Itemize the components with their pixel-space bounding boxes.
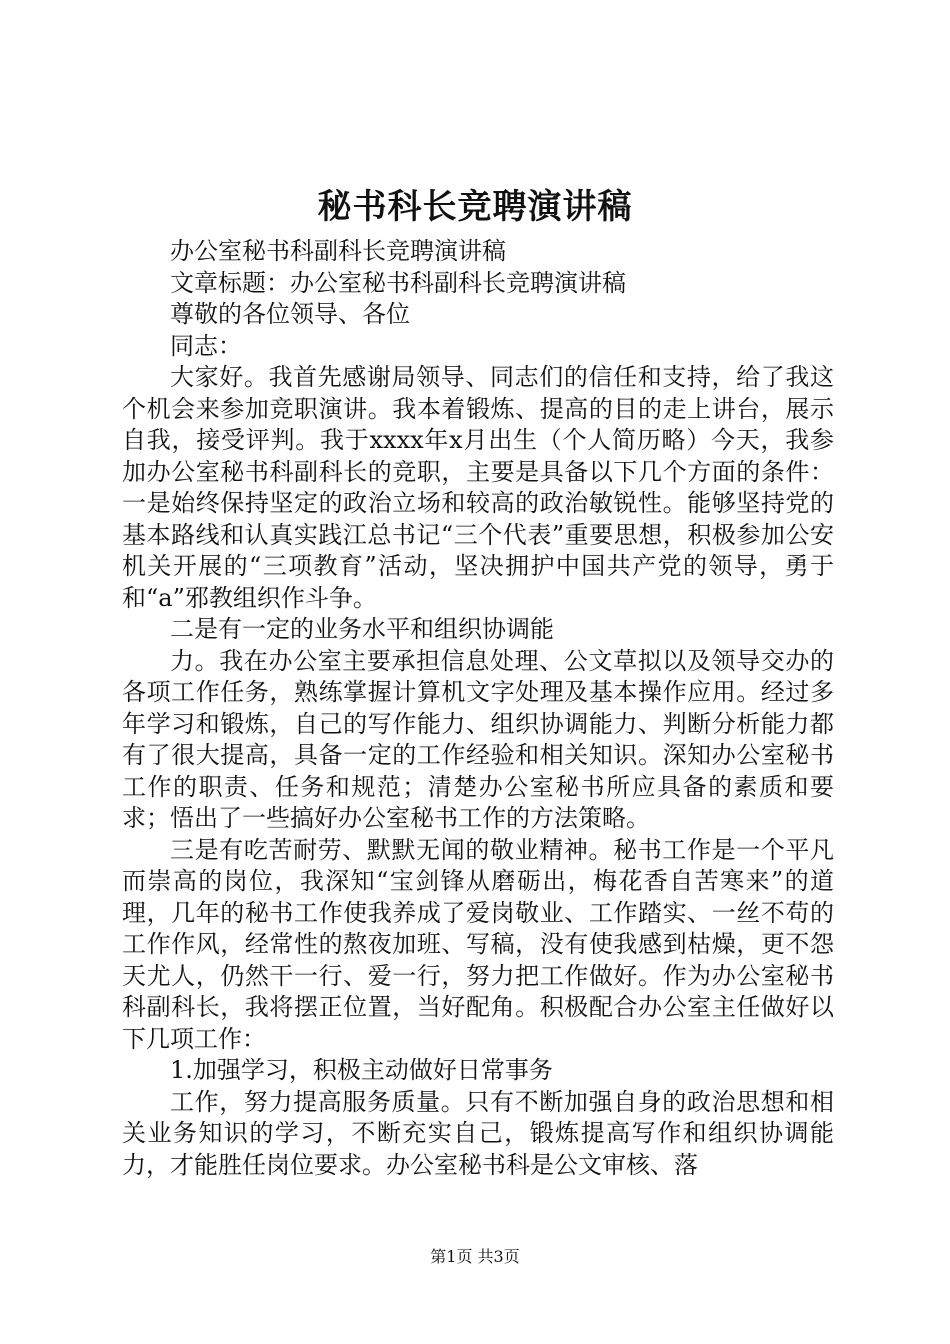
paragraph: 文章标题：办公室秘书科副科长竞聘演讲稿: [170, 268, 626, 297]
document-body: [122, 236, 834, 1181]
paragraph: 尊敬的各位领导、各位: [170, 300, 410, 328]
paragraph: 三是有吃苦耐劳、默默无闻的敬业精神。秘书工作是一个平凡而崇高的岗位，我深知“宝剑锋从磨砺出，梅花香自苦寒来”的道理，几年的秘书工作使我养成了爱岗敬业、工作踏实、一丝不苟的工作作风，经常性的熬夜加班、写稿，没有使我感到枯燥，更不怨天尤人，仍然干一行、爱一行，努力把工作做好。作为办公室秘书科副科长，我将摆正位置，当好配角。积极配合办公室主任做好以下几项工作：: [122, 835, 834, 1053]
paragraph: 工作，努力提高服务质量。只有不断加强自身的政治思想和相关业务知识的学习，不断充实自己，锻炼提高写作和组织协调能力，才能胜任岗位要求。办公室秘书科是公文审核、落: [122, 1087, 834, 1179]
paragraph: 办公室秘书科副科长竞聘演讲稿: [170, 237, 506, 265]
paragraph: 力。我在办公室主要承担信息处理、公文草拟以及领导交办的各项工作任务，熟练掌握计算机文字处理及基本操作应用。经过多年学习和锻炼，自己的写作能力、组织协调能力、判断分析能力都有了很大提高，具备一定的工作经验和相关知识。深知办公室秘书工作的职责、任务和规范；清楚办公室秘书所应具备的素质和要求；悟出了一些搞好办公室秘书工作的方法策略。: [122, 646, 834, 832]
page-footer: 第1页 共3页: [430, 1247, 520, 1266]
paragraph: 大家好。我首先感谢局领导、同志们的信任和支持，给了我这个机会来参加竞职演讲。我本着锻炼、提高的目的走上讲台，展示自我，接受评判。我于xxxx年x月出生（个人简历略）今天，我参加办公室秘书科副科长的竞职，主要是具备以下几个方面的条件：一是始终保持坚定的政治立场和较高的政治敏锐性。能够坚持党的基本路线和认真实践江总书记“三个代表”重要思想，积极参加公安机关开展的“三项教育”活动，坚决拥护中国共产党的领导，勇于和“a”邪教组织作斗争。: [122, 363, 834, 612]
paragraph: 1.加强学习，积极主动做好日常事务: [170, 1056, 553, 1084]
document-title: 秘书科长竞聘演讲稿: [317, 187, 633, 227]
paragraph: 二是有一定的业务水平和组织协调能: [170, 615, 554, 643]
paragraph: 同志：: [170, 331, 242, 360]
